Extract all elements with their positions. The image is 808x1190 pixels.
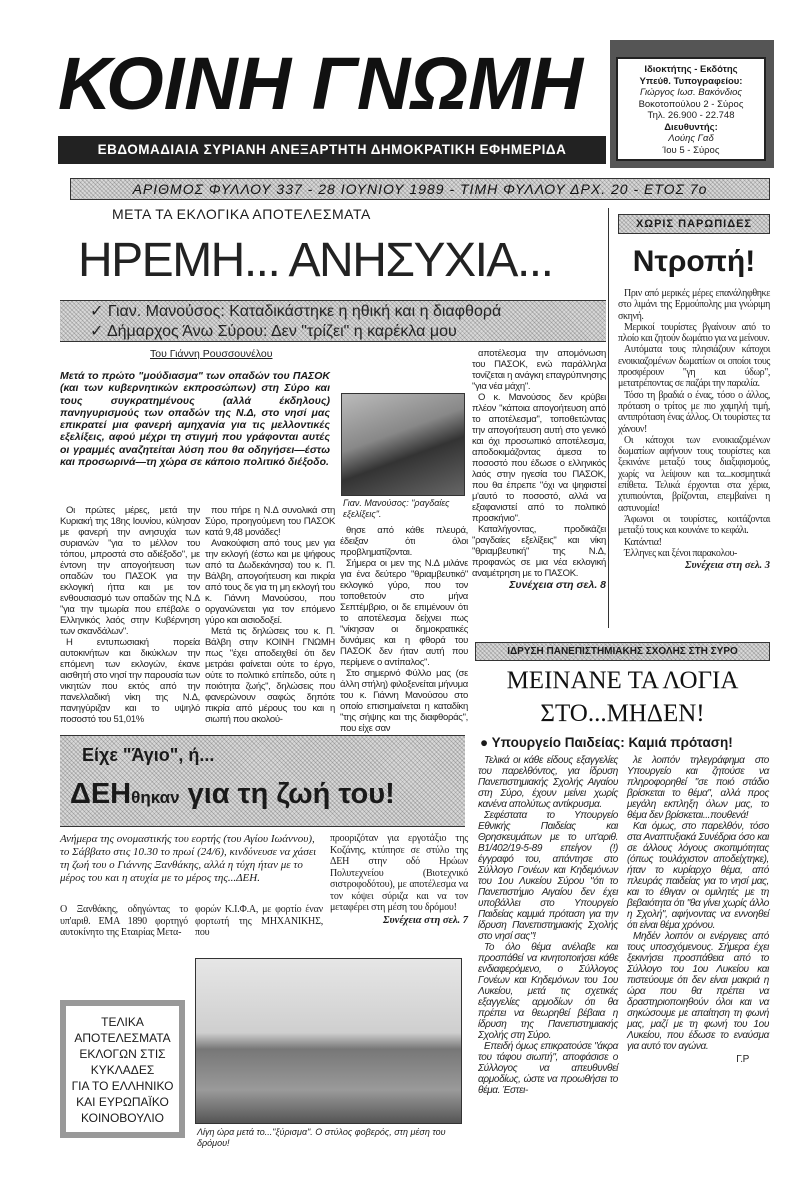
main-decks (60, 300, 606, 342)
paragraph: Σήμερα οι μεν της Ν.Δ μιλάνε για ένα δεύτερο "θριαμβευτικό" εκλογικό γύρο, που τον τοποθετούν στο μήνα Σεπτέμβριο, οι δε επιμένουν ότι το αποτέλεσμα δείχνει πως "νίκησαν οι δημοκρατικές δυνάμεις και η φθορά του ΠΑΣΟΚ δεν ήταν αυτή που περίμενε ο αντίπαλος". (340, 558, 468, 668)
continued-link[interactable]: Συνέχεια στη σελ. 8 (509, 579, 606, 591)
paragraph: Και όμως, στο παρελθόν, τόσο στα Αναπτυξιακά Συνέδρια όσο και σε άλλους λόγους σκοπιμότητας (όπως τουλάχιστον αποδείχτηκε), ήταν το κυρίαρχο θέμα, από πλευράς παιδείας για το νησί μας, και το έθιγαν οι ομιλητές με τη βεβαιότητα ότι "θα γίνει χωρίς άλλο η Σχολή", αφήνοντας να εννοηθεί ότι είναι θέμα χρόνου. (627, 821, 769, 931)
main-headline: ΗΡΕΜΗ... ΑΝΗΣΥΧΙΑ... (78, 234, 553, 287)
main-lead: Μετά το πρώτο "μούδιασμα" των οπαδών του ΠΑΣΟΚ (και των κυβερνητικών εκπροσώπων) στη Σύρο και τους συγκρατημένους (αλλά έκδηλους) πανηγυρισμούς των οπαδών της Ν.Δ, στο νησί μας επικρατεί μια φανερή αμηχανία για τις μελλοντικές εξελίξεις, αφού μέχρι τη στιγμή που γράφονται αυτές οι γραμμές αναζητείται λύση που θα οδηγήσει—έστω και προσωρινά—τη χώρα σε κάποιο πολιτικό διέξοδο. (60, 370, 330, 469)
byline: Του Γιάννη Ρουσσουνέλου (150, 348, 273, 360)
box-line: ΚΑΙ ΕΥΡΩΠΑΪΚΟ (76, 1095, 169, 1109)
headline-line: ΜΕΙΝΑΝΕ ΤΑ ΛΟΓΙΑ (506, 667, 739, 694)
headline-part: θηκαν (131, 788, 180, 807)
info-line: Ίου 5 - Σύρος (662, 144, 720, 156)
paragraph: Έλληνες και ξένοι παρακολου- (624, 547, 737, 559)
main-column-2b (340, 525, 468, 734)
paragraph: Τελικά οι κάθε είδους εξαγγελίες του παρελθόντος, για ίδρυση Πανεπιστημιακής Σχολής Αιγαίου στη Σύρο, έχουν μείνει χωρίς κανένα απολύτως αντίκρυσμα. (478, 755, 618, 810)
paragraph: Τόσο τη βραδιά ο ένας, τόσο ο άλλος, πρόταση ο τρίτος με πιο χαμηλή τιμή, αντιπρόταση ένας άλλος. Οι τουρίστες τα χάνουν! (618, 389, 770, 435)
accident-lead: Ανήμερα της ονομαστικής του εορτής (του Αγίου Ιωάννου), το Σάββατο στις 10.30 το πρωί (24/6), κινδύνευσε να χάσει τη ζωή του ο Γιάννης Ξανθάκης, αλλά η τύχη ήταν με το μέρος του και η ατυχία με το μέρος της...ΔΕΗ. (60, 833, 317, 884)
photo-caption: Λίγη ώρα μετά το..."ξύρισμα". Ο στύλος φοβερός, στη μέση του δρόμου! (197, 1127, 446, 1148)
continued-link[interactable]: Συνέχεια στη σελ. 7 (383, 914, 468, 926)
paragraph: Στο σημερινό Φύλλο μας (σε άλλη στήλη) φιλοξενείται μήνυμα του κ. Γιάννη Μανούσου στο οποίο επισημαίνεται η καταδίκη "της σήψης και της διαφθοράς", που είχε σαν (340, 668, 468, 734)
main-column-1 (60, 505, 200, 725)
info-line: Υπεύθ. Τυπογραφείου: (639, 75, 743, 87)
paragraph: Ο κ. Μανούσος δεν κρύβει πλέον "κάποια απογοήτευση από το αποτέλεσμα", τοποθετώντας την απογοήτευση αυτή στο γενικό και όχι προσωπικό αποτέλεσμα, αποδοκιμάζοντας άμεσα το ποσοστό που έδωσε ο ελληνικός λαός στην ηγεσία του ΠΑΣΟΚ, που θα έπρεπε "όχι να ψηφιστεί μ'αυτό το ποσοστό, αλλά να εξαφανιστεί από το πολιτικό προσκήνιο". (472, 392, 606, 524)
paragraph: που πήρε η Ν.Δ συνολικά στη Σύρο, προηγούμενη του ΠΑΣΟΚ κατά 9,48 μονάδες! (205, 505, 335, 538)
box-line: ΚΥΚΛΑΔΕΣ (90, 1063, 155, 1077)
university-column-1 (478, 755, 618, 1096)
paragraph: Μηδέν λοιπόν οι ενέργειες από τους υποσχόμενους. Σήμερα έχει ξεκινήσει προσπάθεια από το Σύλλογο του 1ου Λυκείου και πιστεύουμε ότι δεν είναι μακριά η ώρα που θα πρέπει να δραστηριοποιηθούν όλοι και να σηκώσουμε με απαίτηση τη φωνή μας, μαζί με τη φωνή του 1ου Λυκείου, που έδωσε το εναύσμα για αυτό τον αγώνα. (627, 931, 769, 1052)
accident-column-1: Ο Ξανθάκης, οδηγώντας το υπ'αριθ. ΕΜΑ 1890 φορτηγό αυτοκίνητο της Εταιρίας Μετα- (60, 904, 188, 938)
election-results-box[interactable] (60, 1000, 185, 1138)
main-column-2 (205, 505, 335, 725)
continued-link[interactable]: Συνέχεια στη σελ. 3 (685, 560, 770, 572)
box-line: ΑΠΟΤΕΛΕΣΜΑΤΑ (74, 1031, 171, 1045)
accident-kicker: Είχε "Άγιο", ή... (82, 745, 215, 765)
info-line: Τηλ. 26.900 - 22.748 (647, 110, 735, 121)
box-line: ΤΕΛΙΚΑ (101, 1015, 144, 1029)
paragraph: θησε από κάθε πλευρά, έδειξαν ότι όλοι προβληματίζονται. (340, 525, 468, 558)
manousos-photo (341, 393, 465, 496)
column-body (618, 288, 770, 572)
headline-part: για τη ζωή του! (179, 778, 395, 810)
issue-line: ΑΡΙΘΜΟΣ ΦΥΛΛΟΥ 337 - 28 ΙΟΥΝΙΟΥ 1989 - ΤΙΜΗ ΦΥΛΛΟΥ ΔΡΧ. 20 - ΕΤΟΣ 7ο (70, 178, 770, 200)
masthead-title: ΚΟΙΝΗ ΓΝΩΜΗ (58, 42, 584, 125)
paragraph: Επειδή όμως επικρατούσε "άκρα του τάφου σιωπή", αποφάσισε ο Σύλλογος να απευθυνθεί αρμοδίως, ώστε να προωθήσει το θέμα. Έστει- (478, 1041, 618, 1096)
paragraph: Κατάντια! (624, 536, 662, 548)
info-line: Γιώργος Ιωσ. Βακόνδιος (640, 87, 742, 98)
accident-headline (70, 772, 395, 820)
paragraph: Μερικοί τουρίστες βγαίνουν από το πλοίο και ζητούν δωμάτιο για να μείνουν. (618, 321, 770, 345)
info-line: Βοκοτοπούλου 2 - Σύρος (638, 98, 744, 110)
photo-caption: Γιαν. Μανούσος: "ραγδαίες εξελίξεις". (343, 498, 450, 519)
paragraph: Η εντυπωσιακή πορεία αυτοκινήτων και δικύκλων την επόμενη των εκλογών, έκανε αισθητή στο νησί την παρουσία των νικητών που εκτός από την πανελλαδική νίκη της Ν.Δ, πανηγύριζαν και το υψηλό ποσοστό του 51,01% (60, 637, 200, 725)
column-title: Ντροπή! (632, 245, 756, 278)
info-line: Λούης Γαδ (668, 133, 714, 144)
accident-photo (195, 958, 462, 1124)
headline-part: ΔΕΗ (70, 778, 132, 810)
university-column-2 (627, 755, 769, 1065)
paragraph: Καταλήγοντας, προδικάζει "ραγδαίες εξελίξεις" και νίκη "θριαμβευτική" της Ν.Δ, προφανώς σε μια νέα εκλογική αναμέτρηση με το ΠΑΣΟΚ. (472, 524, 606, 579)
paragraph: προοριζόταν για εργοτάξιο της Κοζάνης, κτύπησε σε στύλο της ΔΕΗ στην οδό Ηρώων Πολυτεχνείου (Βιοτεχνικό σιστροφοδότου), με αποτέλεσμα να τον κόψει σύριζα και να τον μεταφέρει στη μέση του δρόμου! (330, 833, 468, 913)
publisher-info-box (616, 57, 766, 161)
main-kicker: ΜΕΤΑ ΤΑ ΕΚΛΟΓΙΚΑ ΑΠΟΤΕΛΕΣΜΑΤΑ (112, 206, 371, 222)
university-subtitle: ● Υπουργείο Παιδείας: Καμιά πρόταση! (480, 735, 733, 750)
info-line: Ιδιοκτήτης - Εκδότης (644, 64, 738, 75)
paragraph: Ανακούφιση από τους μεν για την εκλογή (έστω και με ψήφους από τα Δωδεκάνησα) του κ. Π. Βάλβη, απογοήτευση και πικρία από τους δε για τη μη εκλογή του κ. Γιάννη Μανούσου, που οργανώνεται για τον επόμενο γύρο και αισιοδοξεί. (205, 538, 335, 626)
paragraph: αποτέλεσμα την απομόνωση του ΠΑΣΟΚ, ενώ παράλληλα τονίζεται η ανάγκη επαγρύπνησης "για νέα μάχη". (472, 348, 606, 392)
signature: Γ.Ρ (736, 1054, 749, 1065)
paragraph: Μετά τις δηλώσεις του κ. Π. Βάλβη στην ΚΟΙΝΗ ΓΝΩΜΗ πως "έχει αποδειχθεί ότι δεν μετράει φαίνεται ούτε το έργο, ούτε το πολιτικό επίπεδο, ούτε η ποιότητα ζωής", δηλώσεις που φανερώνουν σαφώς δηπότε πικρία από μέρους του και η σιωπή που ακολού- (205, 626, 335, 725)
deck: ✓ Δήμαρχος Άνω Σύρου: Δεν "τρίζει" η καρέκλα μου (90, 323, 457, 340)
masthead-subtitle: ΕΒΔΟΜΑΔΙΑΙΑ ΣΥΡΙΑΝΗ ΑΝΕΞΑΡΤΗΤΗ ΔΗΜΟΚΡΑΤΙΚΗ ΕΦΗΜΕΡΙΔΑ (58, 136, 606, 164)
column-divider (608, 208, 609, 628)
paragraph: Αυτόματα τους πλησιάζουν κάτοχοι ενοικιαζομένων δωματίων οι οποίοι τους προσφέρουν "γη και ύδωρ", μετατρέποντας σε παζάρι την παραλία. (618, 344, 770, 390)
headline-line: ΣΤΟ...ΜΗΔΕΝ! (540, 700, 705, 727)
deck: ✓ Γιαν. Μανούσος: Καταδικάστηκε η ηθική και η διαφθορά (90, 303, 502, 320)
paragraph: λε λοιπόν τηλεγράφημα στο Υπουργείο και ζητούσε να πληροφορηθεί "σε ποιό στάδιο βρίσκεται το θέμα", αλλά προς μεγάλη εκπληξη όλων μας, το θέμα δεν βρίσκεται...πουθενά! (627, 755, 769, 821)
info-line: Διευθυντής: (664, 121, 718, 133)
university-label: ΙΔΡΥΣΗ ΠΑΝΕΠΙΣΤΗΜΙΑΚΗΣ ΣΧΟΛΗΣ ΣΤΗ ΣΥΡΟ (475, 642, 770, 661)
paragraph: Οι κάτοχοι των ενοικιαζομένων δωματίων αφήνουν τους τουρίστες και ξεκινάνε μεταξύ τους διαξιφισμούς, χωρίς να λείψουν και τα...κοσμητικά επίθετα. Τελικά έρχονται στα χέρια, χτυπιούνται, βρίζονται, επεμβαίνει η αστυνομία! (618, 434, 770, 514)
university-headline (475, 664, 770, 730)
accident-column-3 (330, 833, 468, 927)
paragraph: Πριν από μερικές μέρες επανάληφθηκε στο λιμάνι της Ερμούπολης μια γνώριμη σκηνή. (618, 288, 770, 322)
accident-column-2: φορών Κ.Ι.Φ.Α, με φορτίο έναν φορτωτή της ΜΗΧΑΝΙΚΗΣ, που (195, 904, 323, 938)
main-column-3 (472, 348, 606, 592)
paragraph: Οι πρώτες μέρες, μετά την Κυριακή της 18ης Ιουνίου, κύλησαν με φανερή την ανησυχία των συριανών "για το μέλλον του τόπου, μπροστά στο αδιέξοδο", με έντονη την απογοήτευση των οπαδών του ΠΑΣΟΚ για την εκλογική ήττα και με τον ενθουσιασμό των οπαδών της Ν.Δ "για την τιμωρία που επέβαλε ο Ελληνικός λαός στην Κυβέρνηση των σκανδάλων". (60, 505, 200, 637)
paragraph: Άφωνοι οι τουρίστες, κοιτάζονται μεταξύ τους και κουνάνε το κεφάλι. (618, 513, 770, 537)
paragraph: Το όλο θέμα ανέλαβε και προσπάθεί να κινητοποιήσει κάθε ενδιαφερόμενο, ο Σύλλογος Γονέων και Κηδεμόνων του 1ου Λυκείου, μετά τις σχετικές εξαγγελίες αρμοδίων ότι θα πρέπει να θεωρηθεί βέβαια η ίδρυση της Πανεπιστημιακής Σχολής στη Σύρο. (478, 942, 618, 1041)
box-line: ΓΙΑ ΤΟ ΕΛΛΗΝΙΚΟ (71, 1079, 174, 1093)
paragraph: Σεφέστατα το Υπουργείο Εθνικής Παιδείας και Θρησκευμάτων με το υπ'αριθ. Β1/402/19-5-89 επείγον (!) έγγραφό του, απάντησε στο Σύλλογο Γονέων και Κηδεμόνων του 1ου Λυκείου Σύρου "ότι το Πανεπιστήμιο Αιγαίου δεν έχει υποβάλλει στο Υπουργείο Παιδείας καμμιά πρόταση για την ίδρυση Πανεπιστημιακής Σχολής στο νησί σας"! (478, 810, 618, 942)
column-label: ΧΩΡΙΣ ΠΑΡΩΠΙΔΕΣ (618, 214, 770, 234)
box-line: ΚΟΙΝΟΒΟΥΛΙΟ (80, 1111, 165, 1125)
box-line: ΕΚΛΟΓΩΝ ΣΤΙΣ (79, 1047, 166, 1061)
